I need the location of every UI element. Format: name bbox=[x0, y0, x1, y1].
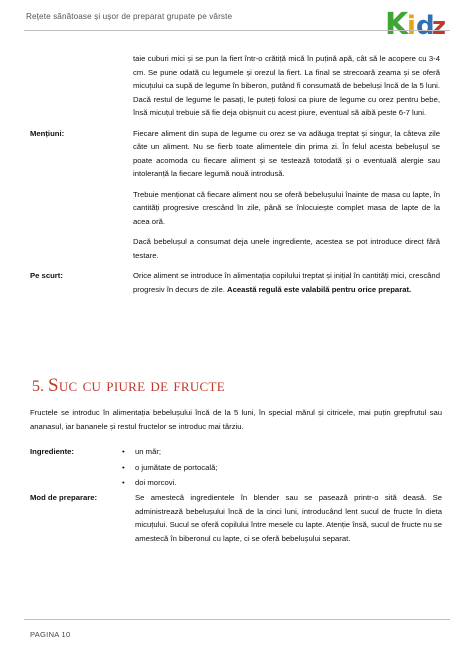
footer-divider bbox=[24, 619, 450, 620]
mentiuni-label: Mențiuni: bbox=[30, 128, 65, 138]
section-heading bbox=[32, 375, 225, 397]
preparation-text: Se amestecă ingredientele în blender sau se pasează printr-o sită deasă. Se administrează bebelușului încă de la cinci luni, introducând lent sucul de fructe în dieta micuțului. Sucul se oferă copilului între mesele cu lapte. Atenție însă, sucul de fructe nu se amestecă în biberonul cu lapte, ci se oferă bebelușului separat. bbox=[135, 493, 442, 543]
page-number: PAGINA 10 bbox=[30, 630, 71, 639]
section-intro: Fructele se introduc în alimentația bebelușului încă de la 5 luni, în special mărul și citricele, mai puțin grepfrutul sau ananasul, iar bananele și restul fructelor se introduc mai târziu. bbox=[30, 408, 442, 431]
logo-letter-d: d bbox=[416, 11, 435, 41]
ingredients-list bbox=[122, 444, 442, 491]
mentiuni-paragraph-1: Fiecare aliment din supa de legume cu orez se va adăuga treptat și singur, la câteva zile câte un aliment. Nu se fierb toate alimentele din prima zi. În felul acesta bebelușul se poate acomoda cu fiecare aliment și se testează totodată și o eventuală alergie sau intoleranță la fiecare legumă nouă introdusă. bbox=[133, 128, 440, 178]
ingredients-label: Ingrediente: bbox=[30, 447, 74, 456]
pe-scurt-label: Pe scurt: bbox=[30, 271, 63, 280]
mentiuni-paragraph-2: Trebuie menționat că fiecare aliment nou se oferă bebelușului înainte de masa cu lapte, în cantități progresive crescând în zile, până se înlocuiește complet masa de lapte de la acea oră. bbox=[133, 189, 440, 226]
list-item: • doi morcovi. bbox=[122, 475, 442, 491]
mentiuni-paragraph-3: Dacă bebelușul a consumat deja unele ingrediente, acestea se pot introduce direct fără testare. bbox=[133, 237, 440, 260]
list-item: • o jumătate de portocală; bbox=[122, 460, 442, 476]
top-paragraph: taie cuburi mici și se pun la fiert într-o crătiță mică în puțină apă, cât să le acopere cu 3-4 cm. Se pune odată cu legumele și orezul la fiert. La final se strecoară zeama și se oferă micuțului ca supă de legume în biberon, putând fi consumată de bebeluși încă de la 5 luni. Dacă restul de legume le pasați, le puteți folosi ca piure de legume cu orez pentru bebe, însă micuțul trebuie să fie deja obișnuit cu acest piure, eventual să aibă peste 6-7 luni. bbox=[133, 54, 440, 117]
pe-scurt-bold-text: Această regulă este valabilă pentru orice preparat. bbox=[227, 284, 412, 294]
section-number: 5. bbox=[32, 378, 44, 395]
pe-scurt-block bbox=[30, 269, 440, 296]
top-block bbox=[30, 52, 440, 120]
running-header: Rețete sănătoase și ușor de preparat grupate pe vârste bbox=[26, 12, 233, 21]
logo-letter-k: K bbox=[385, 7, 409, 42]
mentiuni-block bbox=[30, 127, 440, 263]
pe-scurt-text: Orice aliment se introduce în alimentația copilului treptat și inițial în cantități mici, crescând progresiv în decurs de zile. bbox=[133, 271, 440, 294]
main-content bbox=[30, 52, 440, 296]
list-item: • un măr; bbox=[122, 444, 442, 460]
pe-scurt-paragraph bbox=[133, 269, 440, 296]
preparation-label: Mod de preparare: bbox=[30, 493, 98, 502]
header-divider bbox=[24, 30, 450, 31]
preparation-block bbox=[30, 491, 442, 545]
section-title: Suc cu piure de fructe bbox=[48, 375, 226, 396]
logo-letter-i: i bbox=[407, 11, 416, 41]
kidz-logo bbox=[383, 0, 449, 42]
ingredients-block bbox=[30, 444, 442, 491]
logo-letter-z: z bbox=[432, 12, 446, 40]
